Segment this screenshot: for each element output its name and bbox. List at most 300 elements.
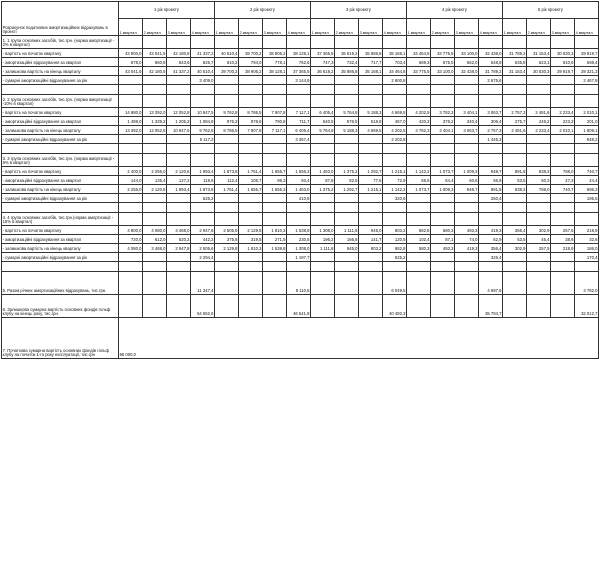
empty-cell [455,203,479,213]
total-label: 6. Залишкова сумарна вартість основних фондів гольф клубу на кінець року, тис.грн. [2,295,119,318]
value-cell: 945,0 [359,226,383,235]
group-title: 1. 1 група основних засобів, тис.грн. (норма амортизації - 2% в квартал) [2,36,119,49]
value-cell: 948,7 [455,185,479,194]
value-cell: 4 669,5 [359,126,383,135]
value-cell: 5 188,3 [359,108,383,117]
value-cell: 1 873,8 [191,185,215,194]
value-cell: 1 142,2 [407,167,431,176]
empty-cell [311,262,335,272]
total-value-cell: 35 794,7 [479,295,503,318]
value-cell: 420,3 [407,117,431,126]
empty-cell [143,135,167,144]
empty-cell [263,36,287,49]
value-cell: 38 128,1 [287,49,311,58]
quarter-header: 1 квартал [215,19,239,36]
empty-cell [239,95,263,108]
value-cell: 41 337,2 [191,49,215,58]
empty-cell [479,36,503,49]
empty-cell [311,194,335,203]
value-cell: 44,4 [575,176,599,185]
value-cell: 976,3 [215,117,239,126]
empty-cell [143,95,167,108]
value-cell: 119,6 [191,176,215,185]
year-header: 1 рік проекту [119,2,215,19]
table-title: Розрахунок податкових амортизаційних відрахувань в проекті [2,2,119,36]
empty-cell [383,262,407,272]
value-cell: 1 993,4 [191,167,215,176]
annual-sum-row [2,76,599,85]
table-row [2,49,599,58]
empty-cell [575,154,599,167]
total-label: 5. Разом річних амортизаційних відрахувань, тис.грн. [2,272,119,295]
empty-cell [335,76,359,85]
total-value-cell: 11 347,4 [191,272,215,295]
value-cell: 12 052,8 [143,126,167,135]
value-cell: 93,4 [287,176,311,185]
empty-cell [215,272,239,295]
empty-cell [167,253,191,262]
value-cell: 891,8 [479,185,503,194]
value-cell: 74,0 [455,235,479,244]
value-cell: 5 764,8 [311,126,335,135]
value-cell: 1 810,3 [263,226,287,235]
empty-cell [311,203,335,213]
empty-cell [503,272,527,295]
value-cell: 1 761,4 [215,185,239,194]
value-cell: 34 464,8 [407,49,431,58]
value-cell: 340,4 [455,117,479,126]
spacer-row [2,203,599,213]
year-header: 4 рік проекту [407,2,503,19]
empty-cell [455,144,479,154]
empty-cell [119,203,143,213]
total-value-cell: 6 049,5 [383,272,407,295]
empty-cell [455,76,479,85]
empty-cell [431,36,455,49]
empty-cell [527,262,551,272]
value-cell: 34 464,8 [383,67,407,76]
value-cell: 826,7 [191,58,215,67]
value-cell: 36 619,2 [311,67,335,76]
total-value-cell: 4 697,6 [479,272,503,295]
empty-cell [263,144,287,154]
empty-cell [119,95,143,108]
empty-cell [575,262,599,272]
total-value-cell: 54 652,6 [191,295,215,318]
empty-cell [431,262,455,272]
empty-cell [407,76,431,85]
value-cell: 1 463,0 [287,185,311,194]
empty-cell [551,135,575,144]
value-cell: 230,8 [287,235,311,244]
total-value-cell: 40 492,3 [383,295,407,318]
empty-cell [527,194,551,203]
value-cell: 518,8 [359,117,383,126]
value-cell: 72,9 [383,176,407,185]
value-cell: 740,7 [575,167,599,176]
empty-cell [479,85,503,95]
value-cell: 838,3 [503,185,527,194]
group-title-row [2,213,599,226]
annual-sum-cell: 1 445,3 [479,135,503,144]
empty-cell [311,135,335,144]
annual-sum-row [2,194,599,203]
value-cell: 45,4 [527,235,551,244]
quarter-header: 3 квартал [551,19,575,36]
value-cell: 662,0 [455,58,479,67]
annual-sum-cell: 5 117,2 [191,135,215,144]
empty-cell [407,36,431,49]
value-cell: 102,4 [407,235,431,244]
quarter-header: 4 квартал [287,19,311,36]
empty-cell [527,36,551,49]
annual-sum-cell: 2 294,4 [191,253,215,262]
quarter-header: 2 квартал [431,19,455,36]
quarter-header: 4 квартал [575,19,599,36]
empty-cell [191,213,215,226]
value-cell: 4 080,0 [143,226,167,235]
empty-cell [575,85,599,95]
value-cell: 682,8 [383,244,407,253]
empty-cell [503,154,527,167]
value-cell: 703,4 [383,58,407,67]
value-cell: 302,9 [503,244,527,253]
empty-cell [287,262,311,272]
empty-cell [239,262,263,272]
value-cell: 1 809,1 [575,126,599,135]
row-label: - амортизаційні відрахування за квартал [2,176,119,185]
empty-cell [335,85,359,95]
empty-cell [503,135,527,144]
empty-cell [527,272,551,295]
value-cell: 4 080,0 [119,244,143,253]
empty-cell [335,36,359,49]
value-cell: 762,6 [287,58,311,67]
total-row-annual [2,272,599,295]
value-cell: 35 168,1 [383,49,407,58]
value-cell: 675,5 [431,58,455,67]
empty-cell [167,36,191,49]
empty-cell [191,144,215,154]
empty-cell [503,253,527,262]
value-cell: 1 556,3 [263,185,287,194]
empty-cell [239,272,263,295]
value-cell: 7 907,8 [263,108,287,117]
empty-cell [2,144,119,154]
annual-sum-row [2,135,599,144]
empty-cell [167,144,191,154]
empty-cell [575,144,599,154]
value-cell: 1 463,0 [311,167,335,176]
quarter-header: 2 квартал [527,19,551,36]
table-row [2,244,599,253]
empty-cell [527,213,551,226]
value-cell: 166,8 [335,235,359,244]
value-cell: 3 468,0 [143,244,167,253]
initial-value-cell: 66 000,0 [119,318,599,359]
value-cell: 689,3 [407,58,431,67]
empty-cell [335,253,359,262]
total-value-cell: 8 110,8 [287,272,311,295]
empty-cell [527,295,551,318]
empty-cell [551,203,575,213]
row-label: - залишкова вартість на кінець кварталу [2,244,119,253]
value-cell: 37 365,5 [287,67,311,76]
quarter-header: 3 квартал [263,19,287,36]
empty-cell [431,144,455,154]
annual-sum-cell: 195,5 [575,194,599,203]
empty-cell [431,85,455,95]
empty-cell [335,194,359,203]
annual-sum-cell: 320,6 [383,194,407,203]
empty-cell [455,135,479,144]
empty-cell [119,36,143,49]
value-cell: 68,5 [407,176,431,185]
row-label: - вартість на початок кварталу [2,49,119,58]
value-cell: 803,2 [359,244,383,253]
empty-cell [455,95,479,108]
empty-cell [2,262,119,272]
empty-cell [431,95,455,108]
total-row-initial [2,318,599,359]
empty-cell [287,85,311,95]
value-cell: 1 215,1 [383,167,407,176]
value-cell: 14 880,0 [119,108,143,117]
value-cell: 1 993,4 [167,185,191,194]
value-cell: 945,0 [335,244,359,253]
empty-cell [119,154,143,167]
value-cell: 1 215,1 [359,185,383,194]
empty-cell [119,262,143,272]
empty-cell [119,144,143,154]
empty-cell [143,154,167,167]
empty-cell [263,262,287,272]
value-cell: 50,3 [527,176,551,185]
value-cell: 878,6 [239,117,263,126]
row-label: - амортизаційні відрахування за квартал [2,117,119,126]
empty-cell [527,95,551,108]
empty-cell [143,262,167,272]
value-cell: 747,3 [311,58,335,67]
empty-cell [215,253,239,262]
year-header: 2 рік проекту [215,2,311,19]
value-cell: 13 392,0 [143,108,167,117]
value-cell: 580,3 [431,226,455,235]
quarter-header: 3 квартал [167,19,191,36]
value-cell: 38 128,1 [263,67,287,76]
value-cell: 35 168,1 [359,67,383,76]
value-cell: 860,8 [143,58,167,67]
value-cell: 1 375,2 [335,167,359,176]
value-cell: 1 655,7 [239,185,263,194]
value-cell: 788,0 [527,185,551,194]
empty-cell [263,76,287,85]
value-cell: 62,9 [479,235,503,244]
empty-cell [311,76,335,85]
empty-cell [431,253,455,262]
empty-cell [263,253,287,262]
value-cell: 2 129,8 [215,244,239,253]
empty-cell [311,36,335,49]
value-cell: 218,9 [575,226,599,235]
empty-cell [311,154,335,167]
value-cell: 31 789,2 [479,67,503,76]
table-row [2,235,599,244]
empty-cell [239,203,263,213]
value-cell: 36 619,2 [335,49,359,58]
value-cell: 39 700,2 [239,49,263,58]
quarter-header: 4 квартал [383,19,407,36]
value-cell: 3 468,0 [167,226,191,235]
empty-cell [407,144,431,154]
empty-cell [431,135,455,144]
value-cell: 40 510,4 [191,67,215,76]
empty-cell [143,36,167,49]
value-cell: 13 392,0 [119,126,143,135]
empty-cell [119,295,143,318]
total-value-cell: 3 782,0 [575,272,599,295]
empty-cell [551,194,575,203]
empty-cell [119,253,143,262]
value-cell: 4 202,5 [407,108,431,117]
table-row [2,117,599,126]
value-cell: 3 404,1 [431,126,455,135]
value-cell: 1 538,8 [263,244,287,253]
value-cell: 201,0 [575,117,599,126]
value-cell: 41 337,2 [167,67,191,76]
annual-sum-cell: 2 675,6 [479,76,503,85]
empty-cell [287,203,311,213]
value-cell: 419,3 [479,226,503,235]
value-cell: 218,9 [551,244,575,253]
row-label: - амортизаційні відрахування за квартал [2,235,119,244]
empty-cell [191,36,215,49]
empty-cell [239,36,263,49]
row-label: - сумарні амортизаційні відрахування за рік [2,135,119,144]
empty-cell [167,95,191,108]
empty-cell [527,76,551,85]
empty-cell [383,144,407,154]
empty-cell [383,95,407,108]
empty-cell [215,36,239,49]
value-cell: 33 775,5 [407,67,431,76]
annual-sum-cell: 2 467,9 [575,76,599,85]
empty-cell [263,95,287,108]
empty-cell [191,262,215,272]
empty-cell [527,203,551,213]
empty-cell [143,76,167,85]
empty-cell [407,135,431,144]
value-cell: 33 100,0 [455,49,479,58]
value-cell: 520,2 [167,235,191,244]
empty-cell [167,203,191,213]
empty-cell [455,295,479,318]
value-cell: 127,2 [167,176,191,185]
empty-cell [167,262,191,272]
value-cell: 790,8 [263,117,287,126]
empty-cell [407,253,431,262]
empty-cell [143,253,167,262]
value-cell: 47,3 [551,176,575,185]
empty-cell [383,203,407,213]
value-cell: 5 764,8 [335,108,359,117]
empty-cell [551,85,575,95]
value-cell: 2 505,6 [215,226,239,235]
empty-cell [551,262,575,272]
value-cell: 1 538,8 [287,226,311,235]
value-cell: 598,4 [575,58,599,67]
table-row [2,167,599,176]
value-cell: 257,5 [527,244,551,253]
empty-cell [119,76,143,85]
empty-cell [239,213,263,226]
empty-cell [263,194,287,203]
quarter-header: 2 квартал [143,19,167,36]
empty-cell [359,272,383,295]
value-cell: 32,8 [575,235,599,244]
quarter-header: 4 квартал [479,19,503,36]
value-cell: 720,0 [119,235,143,244]
value-cell: 29 919,7 [551,67,575,76]
empty-cell [191,154,215,167]
value-cell: 1 375,2 [311,185,335,194]
empty-cell [551,76,575,85]
value-cell: 38,6 [551,235,575,244]
empty-cell [455,262,479,272]
empty-cell [119,194,143,203]
empty-cell [359,295,383,318]
value-cell: 82,5 [335,176,359,185]
empty-cell [239,194,263,203]
empty-cell [215,262,239,272]
annual-sum-cell: 625,2 [383,253,407,262]
value-cell: 1 292,7 [335,185,359,194]
empty-cell [431,295,455,318]
empty-cell [263,272,287,295]
empty-cell [215,194,239,203]
quarter-header: 2 квартал [335,19,359,36]
value-cell: 1 142,2 [383,185,407,194]
total-value-cell: 46 541,8 [287,295,311,318]
empty-cell [239,295,263,318]
value-cell: 2 481,6 [503,126,527,135]
empty-cell [455,272,479,295]
empty-cell [143,85,167,95]
value-cell: 2 010,1 [551,126,575,135]
empty-cell [551,144,575,154]
total-label: 7. Початкова сумарна вартість основних фондів гольф клубу на початок 1-го року експлуатації, тис.грн [2,318,119,359]
empty-cell [359,194,383,203]
empty-cell [143,213,167,226]
empty-cell [287,95,311,108]
value-cell: 8 786,5 [239,108,263,117]
empty-cell [407,85,431,95]
value-cell: 717,7 [359,58,383,67]
value-cell: 576,5 [335,117,359,126]
value-cell: 2 757,3 [479,126,503,135]
value-cell: 42 180,8 [143,67,167,76]
empty-cell [215,95,239,108]
empty-cell [527,135,551,144]
value-cell: 2 947,8 [191,226,215,235]
value-cell: 87,8 [311,176,335,185]
empty-cell [119,272,143,295]
annual-sum-cell: 2 202,8 [383,135,407,144]
empty-cell [239,76,263,85]
quarter-header: 1 квартал [407,19,431,36]
value-cell: 1 873,8 [215,167,239,176]
empty-cell [359,154,383,167]
